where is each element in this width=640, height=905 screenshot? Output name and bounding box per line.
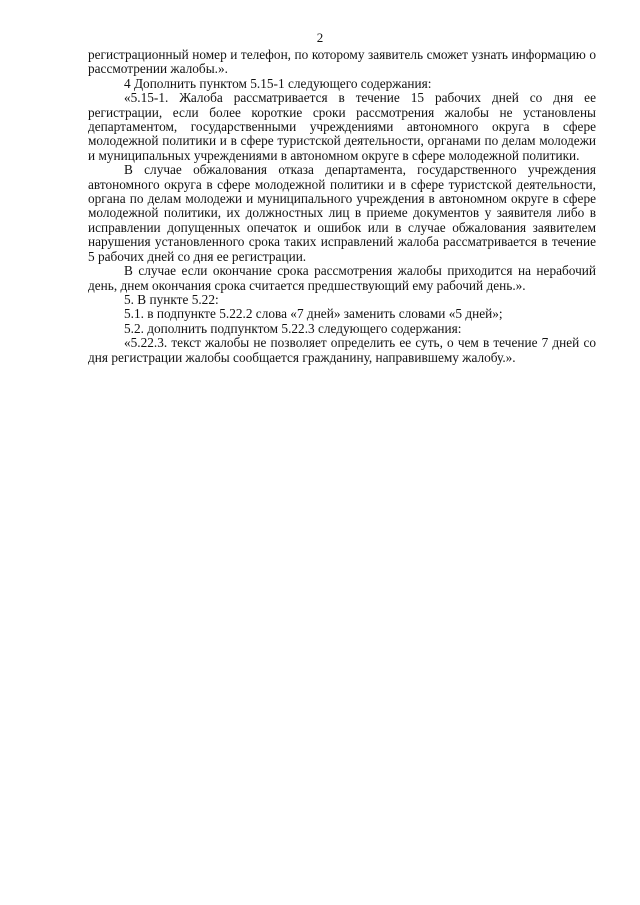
paragraph-7: 5.1. в подпункте 5.22.2 слова «7 дней» заменить словами «5 дней»; <box>124 306 503 322</box>
document-body <box>88 48 596 365</box>
paragraph-9: «5.22.3. текст жалобы не позволяет определить ее суть, о чем в течение 7 дней со дня регистрации жалобы сообщается гражданину, направившему жалобу.». <box>88 335 596 365</box>
paragraph-6: 5. В пункте 5.22: <box>124 291 219 307</box>
paragraph-8: 5.2. дополнить подпунктом 5.22.3 следующего содержания: <box>124 320 462 336</box>
paragraph-5: В случае если окончание срока рассмотрения жалобы приходится на нерабочий день, днем окончания срока считается предшествующий ему рабочий день.». <box>88 263 596 293</box>
paragraph-1: регистрационный номер и телефон, по которому заявитель сможет узнать информацию о рассмотрении жалобы.». <box>88 47 596 77</box>
paragraph-3: «5.15-1. Жалоба рассматривается в течение 15 рабочих дней со дня ее регистрации, если более короткие сроки рассмотрения жалобы не установлены департаментом, государственными учреждениями автономного округа в сфере молодежной политики и в сфере туристской деятельности, органами по делам молодежи и муниципальных учреждениями в автономном округе в сфере молодежной политики. <box>88 90 596 163</box>
page-number: 2 <box>316 30 324 45</box>
paragraph-4: В случае обжалования отказа департамента, государственного учреждения автономного округа в сфере молодежной политики и в сфере туристской деятельности, органа по делам молодежи и муниципального учреждения в автономном округе в сфере молодежной политики, их должностных лиц в приеме документов у заявителя либо в исправлении допущенных опечаток и ошибок или в случае обжалования заявителем нарушения установленного срока таких исправлений жалоба рассматривается в течение 5 рабочих дней со дня ее регистрации. <box>88 162 596 264</box>
paragraph-2: 4 Дополнить пунктом 5.15-1 следующего содержания: <box>124 75 432 91</box>
